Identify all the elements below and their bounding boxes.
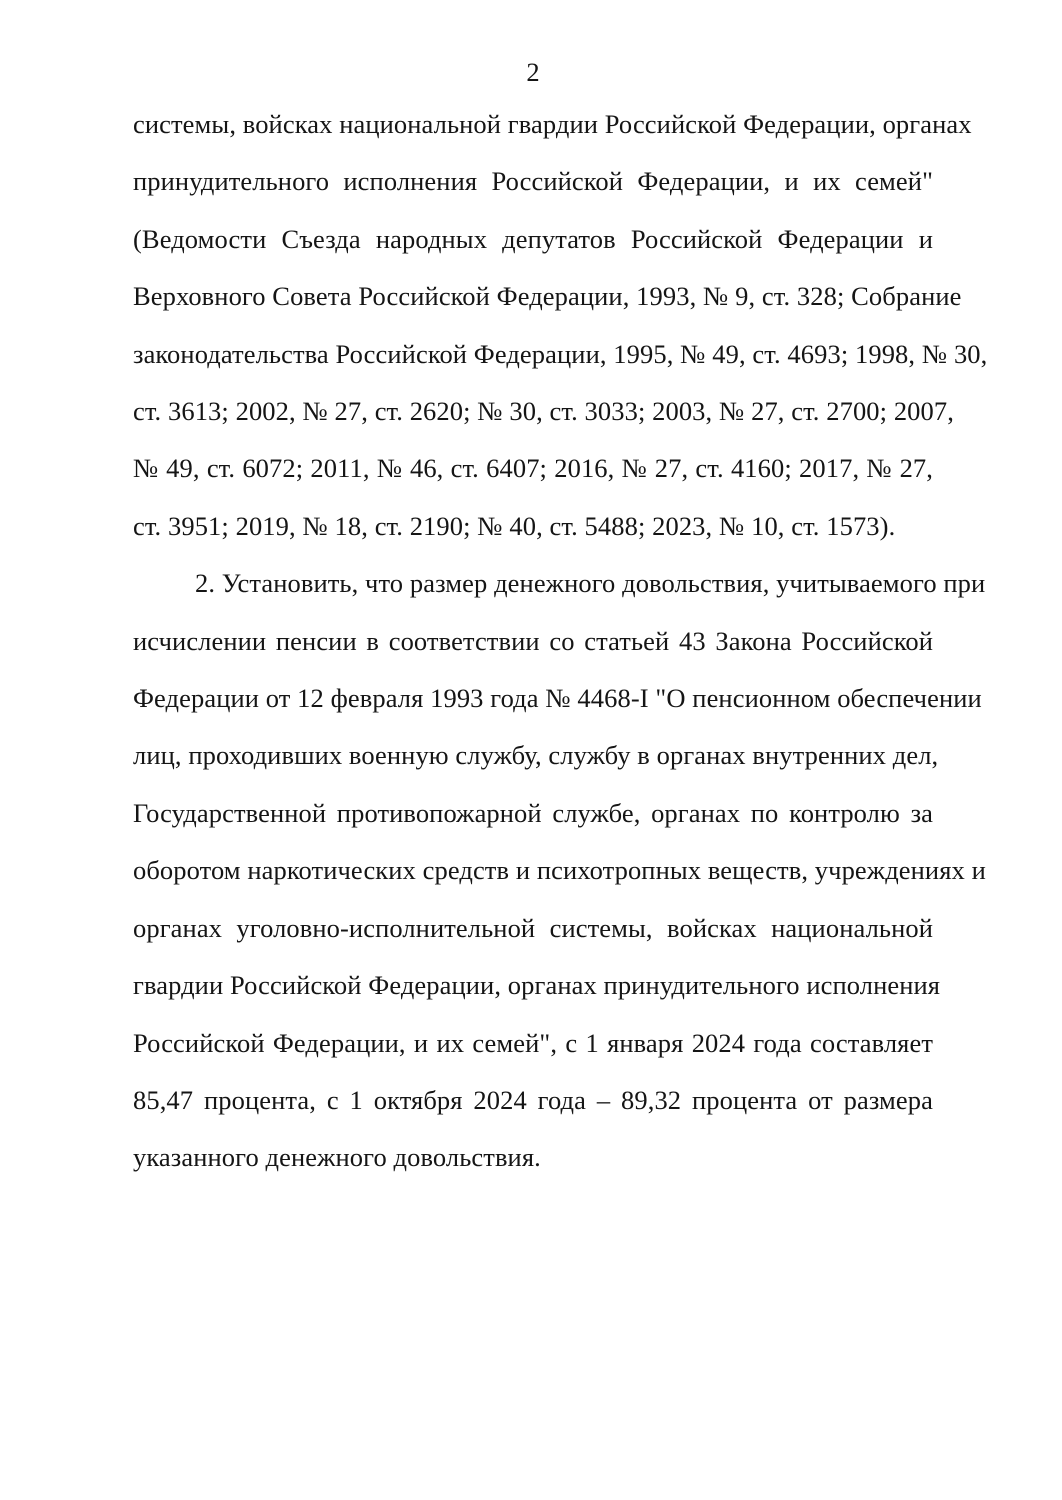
text-line: принудительного исполнения Российской Федерации, и их семей": [133, 166, 933, 197]
text-line: оборотом наркотических средств и психотропных веществ, учреждениях и: [133, 855, 986, 886]
text-line: лиц, проходивших военную службу, службу в органах внутренних дел,: [133, 740, 939, 771]
text-line: органах уголовно-исполнительной системы, войсках национальной: [133, 912, 933, 943]
text-line: ст. 3951; 2019, № 18, ст. 2190; № 40, ст. 5488; 2023, № 10, ст. 1573).: [133, 510, 896, 541]
text-line: указанного денежного довольствия.: [133, 1142, 541, 1173]
text-line: (Ведомости Съезда народных депутатов Российской Федерации и: [133, 223, 933, 254]
text-line: ст. 3613; 2002, № 27, ст. 2620; № 30, ст. 3033; 2003, № 27, ст. 2700; 2007,: [133, 396, 954, 427]
text-line: системы, войсках национальной гвардии Российской Федерации, органах: [133, 109, 972, 139]
text-line: 85,47 процента, с 1 октября 2024 года – 89,32 процента от размера: [133, 1084, 933, 1115]
page-number: 2: [526, 57, 540, 87]
text-line: законодательства Российской Федерации, 1995, № 49, ст. 4693; 1998, № 30,: [133, 338, 988, 369]
text-line: Государственной противопожарной службе, органах по контролю за: [133, 797, 933, 828]
text-line paragraph-start: 2. Установить, что размер денежного довольствия, учитываемого при: [195, 568, 986, 599]
document-body: [133, 96, 988, 1187]
text-line: Верховного Совета Российской Федерации, 1993, № 9, ст. 328; Собрание: [133, 281, 962, 312]
text-line: № 49, ст. 6072; 2011, № 46, ст. 6407; 2016, № 27, ст. 4160; 2017, № 27,: [133, 453, 933, 484]
text-line: гвардии Российской Федерации, органах принудительного исполнения: [133, 970, 941, 1001]
text-line: Российской Федерации, и их семей", с 1 января 2024 года составляет: [133, 1027, 933, 1058]
text-line: исчислении пенсии в соответствии со статьей 43 Закона Российской: [133, 625, 933, 656]
text-line: Федерации от 12 февраля 1993 года № 4468-I "О пенсионном обеспечении: [133, 683, 982, 714]
